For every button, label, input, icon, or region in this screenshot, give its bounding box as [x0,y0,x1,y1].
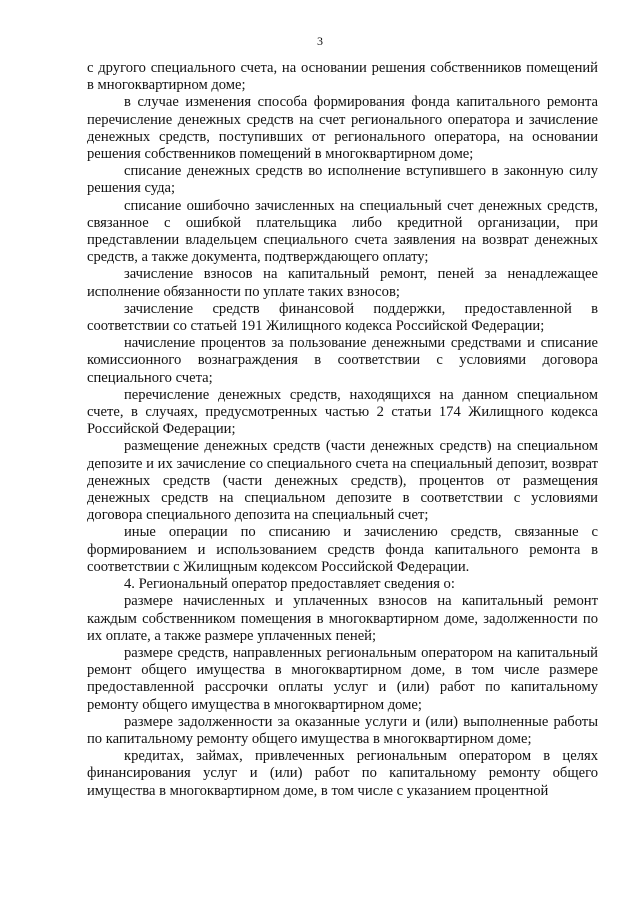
paragraph: размере средств, направленных региональным оператором на капитальный ремонт общего имущества в многоквартирном доме, в том числе размере предоставленной рассрочки оплаты услуг и (или) работ по капитальному ремонту общего имущества в многоквартирном доме; [87,644,598,713]
paragraph: списание ошибочно зачисленных на специальный счет денежных средств, связанное с ошибкой плательщика либо кредитной организации, при представлении владельцем специального счета заявления на возврат денежных средств, а также документа, подтверждающего оплату; [87,197,598,266]
paragraph: зачисление средств финансовой поддержки, предоставленной в соответствии со статьей 191 Жилищного кодекса Российской Федерации; [87,300,598,335]
paragraph: зачисление взносов на капитальный ремонт, пеней за ненадлежащее исполнение обязанности по уплате таких взносов; [87,266,598,300]
paragraph: иные операции по списанию и зачислению средств, связанные с формированием и использованием средств фонда капитального ремонта в соответствии с Жилищным кодексом Российской Федерации. [87,524,598,575]
paragraph: размере задолженности за оказанные услуги и (или) выполненные работы по капитальному ремонту общего имущества в многоквартирном доме; [87,713,598,747]
section-heading: 4. Региональный оператор предоставляет сведения о: [124,576,455,593]
page-number: 3 [317,34,323,48]
paragraph: с другого специального счета, на основании решения собственников помещений в многоквартирном доме; [87,60,598,94]
paragraph: размере начисленных и уплаченных взносов на капитальный ремонт каждым собственником помещения в многоквартирном доме, задолженности по их оплате, а также размере уплаченных пеней; [87,593,598,644]
document-body [87,60,598,800]
paragraph: кредитах, займах, привлеченных региональным оператором в целях финансирования услуг и (или) работ по капитальному ремонту общего имущества в многоквартирном доме, в том числе с указанием процентной [87,748,598,799]
paragraph: начисление процентов за пользование денежными средствами и списание комиссионного вознаграждения в соответствии с условиями договора специального счета; [87,335,598,386]
paragraph: перечисление денежных средств, находящихся на данном специальном счете, в случаях, предусмотренных частью 2 статьи 174 Жилищного кодекса Российской Федерации; [87,386,598,438]
paragraph: размещение денежных средств (части денежных средств) на специальном депозите и их зачисление со специального счета на специальный депозит, возврат денежных средств (части денежных средств), процентов от размещения денежных средств на специальном депозите в соответствии с условиями договора специального депозита на специальный счет; [87,438,598,524]
paragraph: списание денежных средств во исполнение вступившего в законную силу решения суда; [87,163,598,197]
paragraph: в случае изменения способа формирования фонда капитального ремонта перечисление денежных средств на счет регионального оператора и зачисление денежных средств, поступивших от регионального оператора, на основании решения собственников помещений в многоквартирном доме; [87,94,598,163]
